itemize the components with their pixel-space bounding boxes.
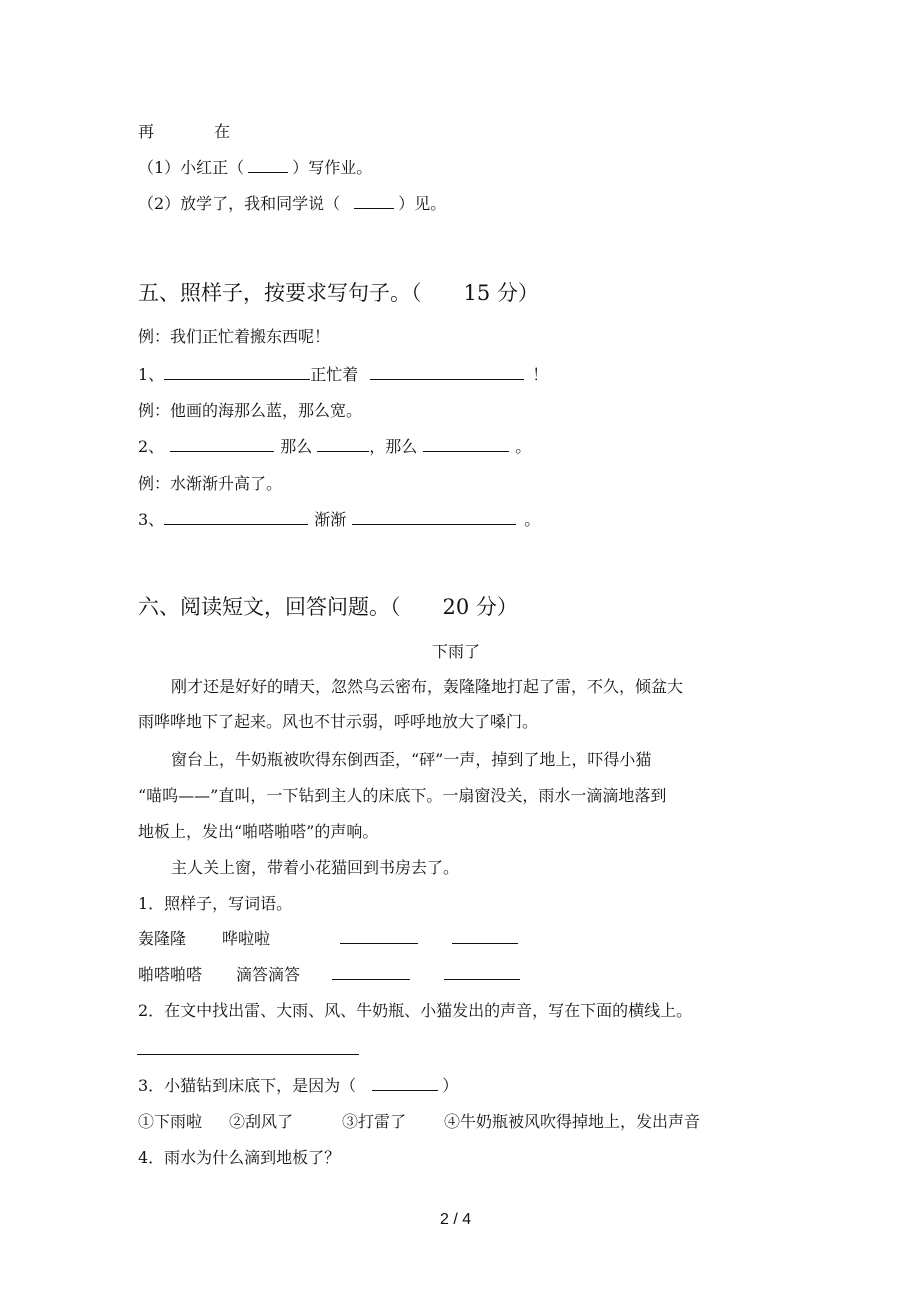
fill-question-1-suffix: ）写作业。 [292,158,373,177]
answer-blank[interactable] [248,157,288,173]
passage-title: 下雨了 [432,642,481,661]
question-2: 2．在文中找出雷、大雨、风、牛奶瓶、小猫发出的声音，写在下面的横线上。 [138,1001,693,1020]
item-keyword: 渐渐 [314,510,347,529]
fill-question-2-prefix: （2）放学了，我和同学说（ [138,194,341,213]
item-number: 3、 [138,510,165,529]
question-3-suffix: ） [442,1076,459,1095]
item-keyword: 正忙着 [310,365,359,384]
answer-blank[interactable] [332,964,410,980]
example-3: 例：水渐渐升高了。 [138,474,283,493]
sample-word: 啪嗒啪嗒 [138,965,203,984]
question-3 [138,1075,458,1096]
answer-blank[interactable] [317,436,369,452]
option-1[interactable]: ①下雨啦 [138,1112,203,1131]
page-number: 2 / 4 [440,1211,472,1228]
answer-blank[interactable] [164,509,308,525]
answer-blank[interactable] [340,928,418,944]
passage-line: 雨哗哗地下了起来。风也不甘示弱，呼呼地放大了嗓门。 [138,712,539,731]
sentence-item-1 [138,364,548,385]
question-3-prefix: 3．小猫钻到床底下，是因为（ [138,1076,357,1095]
word-option-b: 在 [214,122,231,141]
sample-word: 哗啦啦 [222,929,271,948]
answer-blank[interactable] [444,964,520,980]
fill-question-1-prefix: （1）小红正（ [138,158,245,177]
item-keyword-2: ，那么 [369,437,418,456]
item-number: 2、 [138,437,165,456]
question-4: 4．雨水为什么滴到地板了？ [138,1148,341,1167]
word-row-2 [138,964,520,985]
passage-line: 窗台上，牛奶瓶被吹得东倒西歪，“砰”一声，掉到了地上，吓得小猫 [171,750,652,769]
answer-blank[interactable] [423,436,509,452]
answer-line[interactable] [137,1054,359,1055]
example-1: 例：我们正忙着搬东西呢！ [138,327,331,346]
question-1: 1．照样子，写词语。 [138,894,293,913]
answer-blank[interactable] [164,364,310,380]
answer-blank[interactable] [170,436,274,452]
item-end: ！ [532,365,549,384]
sentence-item-3 [138,509,540,530]
answer-blank[interactable] [354,193,394,209]
passage-line: 地板上，发出“啪嗒啪嗒”的声响。 [138,822,379,841]
fill-question-1 [138,157,372,178]
sentence-item-2 [138,436,531,457]
word-option-a: 再 [138,122,155,141]
fill-question-2 [138,193,446,214]
option-4[interactable]: ④牛奶瓶被风吹得掉地上，发出声音 [444,1112,701,1131]
item-keyword: 那么 [280,437,313,456]
word-row-1 [138,928,518,949]
item-end: 。 [524,510,541,529]
passage-line: 刚才还是好好的晴天，忽然乌云密布，轰隆隆地打起了雷，不久，倾盆大 [171,677,684,696]
answer-blank[interactable] [452,928,518,944]
option-3[interactable]: ③打雷了 [342,1112,407,1131]
section5-heading: 五、照样子，按要求写句子。（ 15 分） [138,281,539,305]
answer-blank[interactable] [372,1075,438,1091]
passage-line: 主人关上窗，带着小花猫回到书房去了。 [171,858,460,877]
example-2: 例：他画的海那么蓝，那么宽。 [138,401,363,420]
item-number: 1、 [138,365,165,384]
sample-word: 滴答滴答 [236,965,301,984]
item-end: 。 [515,437,532,456]
fill-question-2-suffix: ）见。 [398,194,447,213]
option-2[interactable]: ②刮风了 [229,1112,294,1131]
section6-heading: 六、阅读短文，回答问题。（ 20 分） [138,595,518,619]
passage-line: “喵呜——”直叫，一下钻到主人的床底下。一扇窗没关，雨水一滴滴地落到 [138,786,667,805]
sample-word: 轰隆隆 [138,929,187,948]
answer-blank[interactable] [352,509,516,525]
answer-blank[interactable] [370,364,524,380]
